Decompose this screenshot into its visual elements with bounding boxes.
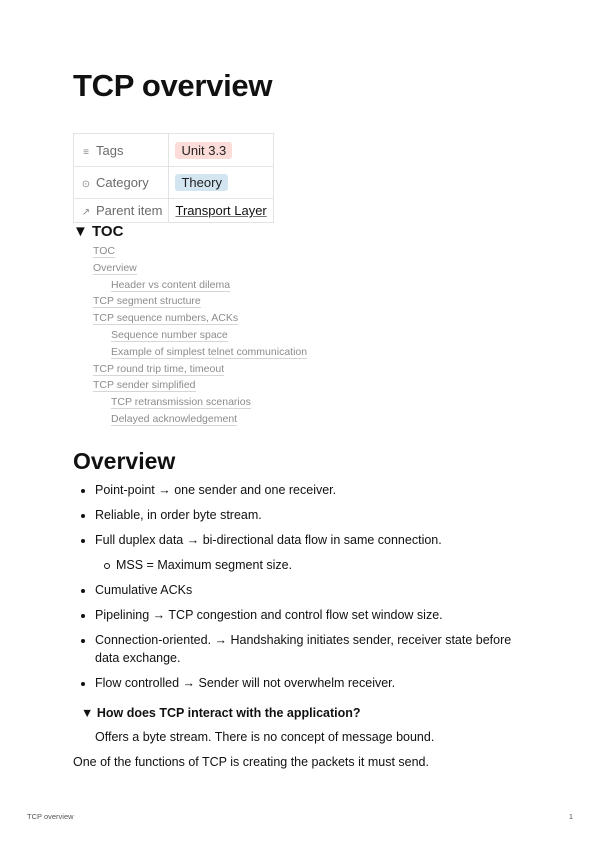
list-item: Reliable, in order byte stream. — [73, 506, 543, 524]
toc-link[interactable]: Overview — [93, 261, 137, 274]
property-name-cell — [74, 199, 169, 223]
page-number: 1 — [568, 812, 573, 821]
property-value-cell[interactable] — [169, 134, 273, 167]
parent-item-link[interactable]: Transport Layer — [175, 203, 267, 218]
closing-paragraph: One of the functions of TCP is creating the packets it must send. — [73, 755, 429, 769]
footer-title: TCP overview — [27, 812, 74, 821]
toc-link[interactable]: TCP sequence numbers, ACKs — [93, 312, 239, 325]
category-badge[interactable]: Theory — [175, 174, 227, 191]
toc-link[interactable]: Delayed acknowledgement — [111, 412, 238, 425]
property-row-tags — [74, 134, 274, 167]
property-name-cell — [74, 134, 169, 167]
toc-link[interactable]: Example of simplest telnet communication — [111, 345, 308, 358]
toggle-answer: Offers a byte stream. There is no concept of message bound. — [95, 730, 435, 744]
toc-link[interactable]: TCP sender simplified — [93, 379, 196, 392]
list-item: Pipelining → TCP congestion and control flow set window size. — [73, 606, 543, 624]
list-item: Full duplex data → bi-directional data flow in same connection. — [73, 531, 543, 549]
property-label: Category — [96, 175, 149, 190]
property-label: Tags — [96, 142, 124, 158]
toc-link[interactable]: TCP retransmission scenarios — [111, 396, 251, 409]
list-item: Flow controlled → Sender will not overwhelm receiver. — [73, 674, 543, 692]
property-row-parent — [74, 199, 274, 223]
property-name-cell — [74, 167, 169, 199]
properties-table — [73, 133, 274, 223]
toc-toggle[interactable]: ▼ TOC — [73, 223, 124, 240]
property-row-category — [74, 167, 274, 199]
page-title: TCP overview — [73, 68, 273, 103]
toc-link[interactable]: Sequence number space — [111, 328, 228, 341]
property-value-cell[interactable] — [169, 199, 273, 223]
toggle-question[interactable]: ▼ How does TCP interact with the application? — [81, 706, 361, 720]
sub-list-item: MSS = Maximum segment size. — [73, 556, 543, 574]
relation-arrow-icon: ↗ — [81, 207, 91, 218]
toc-list — [93, 243, 393, 428]
overview-bullet-list — [73, 481, 543, 692]
toc-link[interactable]: TCP segment structure — [93, 295, 201, 308]
list-icon: ≡ — [83, 146, 89, 158]
list-item: Point-point → one sender and one receiver. — [73, 481, 543, 499]
property-label: Parent item — [96, 203, 163, 218]
section-heading-overview: Overview — [73, 448, 176, 474]
toc-link[interactable]: TCP round trip time, timeout — [93, 362, 225, 375]
list-item: Connection-oriented. → Handshaking initiates sender, receiver state before data exchange. — [73, 631, 543, 667]
toc-link[interactable]: Header vs content dilema — [111, 278, 231, 291]
property-value-cell[interactable] — [169, 167, 273, 199]
select-icon: ⊙ — [81, 179, 91, 190]
list-item: Cumulative ACKs — [73, 581, 543, 599]
toc-link[interactable]: TOC — [93, 245, 115, 257]
tag-badge[interactable]: Unit 3.3 — [175, 142, 232, 159]
